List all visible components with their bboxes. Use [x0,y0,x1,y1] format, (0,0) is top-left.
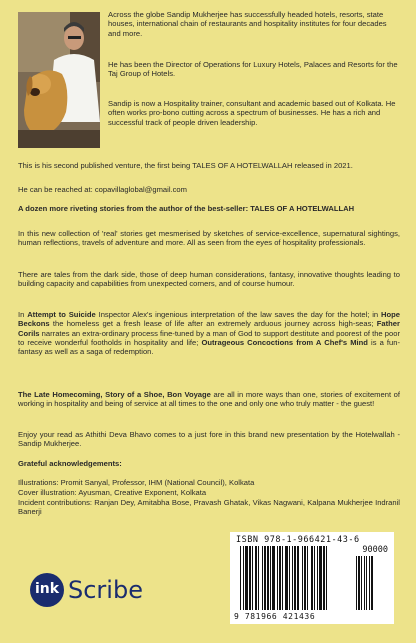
ean-digits: 9 781966 421436 [234,612,316,621]
blurb-headline: A dozen more riveting stories from the author of the best-seller: TALES OF A HOTELWALLAH [18,204,355,213]
p3-text-1: Inspector Alex's ingenious interpretation of the law saves the day for the hotel; in [95,310,381,319]
barcode-bar [267,546,269,610]
author-with-dog-image [18,12,100,148]
barcode-bar [243,546,244,610]
barcode-addon-bar [371,556,373,610]
barcode-bar [272,546,275,610]
author-photo [18,12,100,148]
blurb-paragraph-5: Enjoy your read as Athithi Deva Bhavo comes to a just fore in this brand new presentation by the Hotelwallah - Sandip Mukherjee. [18,430,400,449]
bio-paragraph-4: This is his second published venture, the first being TALES OF A HOTELWALLAH released in 2021. [18,161,353,170]
story-titles-group: The Late Homecoming, Story of a Shoe, Bon Voyage [18,390,211,399]
barcode-bar [279,546,281,610]
ink-badge-text: ink [34,581,60,597]
story-title-outrageous-concoctions: Outrageous Concoctions from A Chef's Mind [201,337,368,347]
barcode-bar [319,546,322,610]
acknowledgement-cover: Cover illustration: Ayusman, Creative Exponent, Kolkata [18,488,207,497]
isbn-text: ISBN 978-1-966421-43-6 [236,535,360,545]
ink-badge-icon [30,573,64,607]
barcode-addon-bar [366,556,367,610]
barcode-bar [240,546,241,610]
acknowledgement-illustrations: Illustrations: Promit Sanyal, Professor, IHM (National Council), Kolkata [18,478,255,487]
story-title-hope-beckons: Hope Beckons [18,310,400,329]
barcode-bar [289,546,290,610]
barcode-addon-bar [364,556,365,610]
barcode-bar [252,546,253,610]
barcode-bar [302,546,303,610]
barcode-addon-bar [358,556,360,610]
barcode-bar [285,546,288,610]
acknowledgements-heading: Grateful acknowledgements: [18,459,122,468]
barcode-bars [236,546,388,612]
bio-paragraph-2: He has been the Director of Operations for Luxury Hotels, Palaces and Resorts for the Taj Group of Hotels. [108,60,398,79]
barcode-bar [317,546,318,610]
blurb-paragraph-3 [18,310,400,356]
isbn-barcode [230,532,394,624]
barcode-bar [264,546,266,610]
barcode-bar [311,546,313,610]
blurb-paragraph-2: There are tales from the dark side, those of deep human considerations, fantasy, innovative thoughts leading to building capacity and capabilities from unexpected corners, and of course humour. [18,270,400,289]
barcode-addon-bar [369,556,370,610]
publisher-logo [30,573,145,609]
contact-email: He can be reached at: copavillaglobal@gmail.com [18,185,187,194]
barcode-bar [304,546,306,610]
p3-text-3: narrates an extra-ordinary process fine-tuned by a man of God to support destitute and poorest of the poor to receive wonderful footholds in hospitality and life; [18,328,400,347]
blurb-paragraph-4 [18,390,400,409]
p3-text-4: is a fun-fantasy as well as a saga of redemption. [18,337,401,356]
barcode-bar [255,546,257,610]
blurb-paragraph-1: In this new collection of 'real' stories get mesmerised by sketches of service-excellence, supernatural sightings, human reflections, travels of adventure and more. All as seen from the eyes of hospitality professionals. [18,229,400,248]
acknowledgement-contributions: Incident contributions: Ranjan Dey, Amitabha Bose, Pravash Ghatak, Vikas Nagwani, Kalpana Mukherjee Indranil Banerji [18,498,400,517]
publisher-name: Scribe [68,576,143,604]
barcode-bar [245,546,248,610]
barcode-bar [326,546,327,610]
barcode-bar [314,546,315,610]
barcode-bar [262,546,263,610]
barcode-bar [277,546,278,610]
story-title-attempt-to-suicide: Attempt to Suicide [27,310,96,319]
p3-text-2: the homeless get a fresh lease of life after an extremely arduous journey across high-seas; [49,319,377,329]
barcode-bar [292,546,293,610]
story-title-father-corils: Father Corils [18,319,400,338]
barcode-bar [294,546,296,610]
barcode-addon-bar [361,556,362,610]
bio-paragraph-1: Across the globe Sandip Mukherjee has successfully headed hotels, resorts, state houses, international chain of restaurants and hospitality institutes for four decades and more. [108,10,387,38]
p4-text: are all in more ways than one, stories of excitement of working in hospitality and being of service at all times to the one and only one who truly matter - the guest! [18,390,400,409]
barcode-bar [282,546,283,610]
barcode-bar [258,546,259,610]
price-code: 90000 [362,545,388,555]
barcode-bar [249,546,251,610]
barcode-bar [307,546,308,610]
barcode-bar [323,546,325,610]
barcode-bar [297,546,299,610]
p3-intro: In [18,310,28,319]
bio-paragraph-3: Sandip is now a Hospitality trainer, consultant and academic based out of Kolkata. He often works pro-bono cutting across a spectrum of businesses. He has a rich and successful track of people driven leadership. [108,99,396,127]
barcode-addon-bar [356,556,357,610]
barcode-bar [270,546,271,610]
